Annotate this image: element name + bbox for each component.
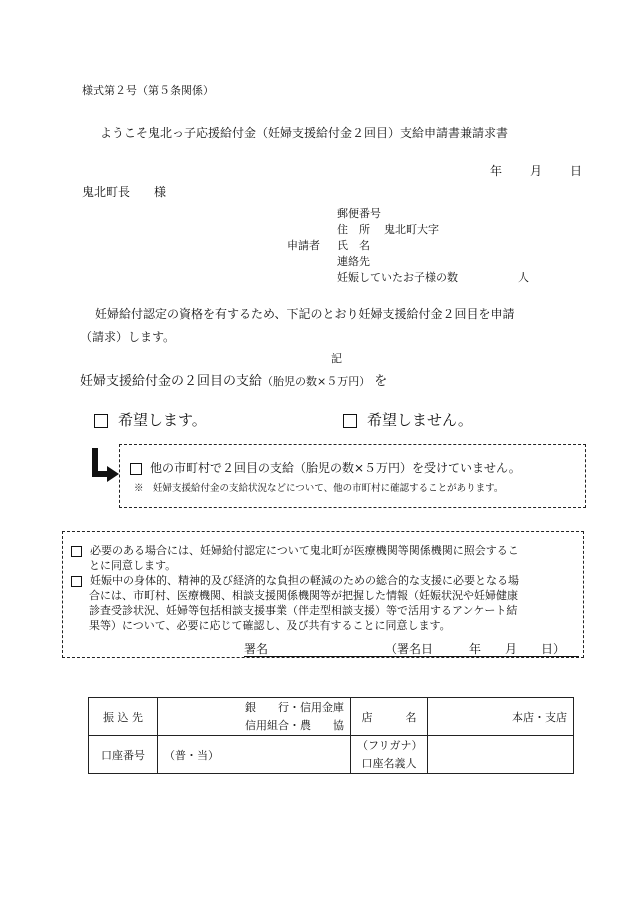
bank-types-line1: 銀 行・信用金庫: [245, 700, 344, 714]
date-month-label: 月: [530, 164, 543, 178]
holder-name-field[interactable]: [428, 736, 574, 774]
other-municipality-text: 他の市町村で２回目の支給（胎児の数×５万円）を受けていません。: [150, 461, 521, 475]
holder-label: 口座名義人: [361, 756, 417, 770]
address-value: 鬼北町大字: [384, 223, 439, 236]
signature-date: （署名日 年 月 日）: [385, 642, 566, 656]
branch-name-label: 店 名: [351, 698, 428, 736]
want-checkbox[interactable]: [94, 414, 108, 428]
not-want-checkbox[interactable]: [343, 414, 357, 428]
furigana-label: （フリガナ）: [357, 738, 423, 752]
ki-heading: 記: [331, 352, 342, 365]
consent1-checkbox[interactable]: [71, 546, 82, 557]
choice-not-want-label: 希望しません。: [367, 411, 473, 429]
consent2-line4: 果等）について、必要に応じて確認し、及び共有することに同意します。: [89, 619, 451, 632]
date-day-label: 日: [570, 164, 583, 178]
addressee: 鬼北町長 様: [82, 185, 167, 199]
date-year-label: 年: [490, 164, 503, 178]
body-text-line2: （請求）します。: [80, 330, 176, 344]
other-municipality-item[interactable]: [130, 459, 521, 476]
choice-want[interactable]: [94, 409, 207, 430]
account-number-label: 口座番号: [89, 736, 158, 774]
bank-row-1: [89, 698, 574, 736]
choice-not-want[interactable]: [343, 409, 473, 430]
arrow-down-right-icon: [89, 446, 121, 486]
other-municipality-box: [119, 444, 586, 508]
consent2-line1: 妊娠中の身体的、精神的及び経済的な負担の軽減のための総合的な支援に必要となる場: [90, 574, 519, 587]
consent1-item[interactable]: [71, 542, 519, 558]
payment-heading-text: 妊婦支援給付金の２回目の支給: [80, 374, 263, 389]
consent1-line2: とに同意します。: [89, 559, 177, 572]
consent2-item[interactable]: [71, 572, 519, 588]
consent1-line1: 必要のある場合には、妊婦給付認定について鬼北町が医療機関等関係機関に照会するこ: [90, 544, 519, 557]
bank-types-cell[interactable]: [158, 698, 351, 736]
page-title: ようこそ鬼北っ子応援給付金（妊婦支援給付金２回目）支給申請書兼請求書: [100, 126, 509, 140]
postal-code-label: 郵便番号: [337, 207, 381, 220]
body-text-line1: 妊婦給付認定の資格を有するため、下記のとおり妊婦支援給付金２回目を申請: [95, 307, 515, 321]
signature-line[interactable]: [244, 640, 579, 657]
bank-types-line2: 信用組合・農 協: [245, 718, 344, 732]
transfer-label: 振 込 先: [89, 698, 158, 736]
other-municipality-note: ※ 妊婦支援給付金の支給状況などについて、他の市町村に確認することがあります。: [134, 483, 504, 494]
children-count-unit: 人: [518, 271, 529, 284]
children-count-label: 妊娠していたお子様の数: [337, 271, 458, 284]
payment-wo: を: [374, 374, 388, 389]
holder-label-cell: [351, 736, 428, 774]
payment-note: （胎児の数×５万円）: [262, 375, 371, 388]
choice-want-label: 希望します。: [118, 411, 207, 429]
consent2-line2: 合には、市町村、医療機関、相談支援関係機関等が把握した情報（妊娠状況や妊婦健康: [89, 589, 518, 602]
other-municipality-checkbox[interactable]: [130, 463, 142, 475]
payment-heading: [80, 370, 387, 389]
signature-label: 署名: [244, 642, 269, 656]
address-label: 住 所: [337, 223, 370, 236]
applicant-label: 申請者: [287, 239, 320, 252]
contact-label: 連絡先: [337, 255, 370, 268]
consent2-checkbox[interactable]: [71, 576, 82, 587]
bank-account-table: [88, 697, 574, 774]
name-label: 氏 名: [337, 239, 370, 252]
form-number: 様式第２号（第５条関係）: [82, 84, 214, 97]
consent2-line3: 診査受診状況、妊婦等包括相談支援事業（伴走型相談支援）等で活用するアンケート結: [89, 604, 518, 617]
account-type[interactable]: （普・当）: [158, 736, 351, 774]
branch-types[interactable]: 本店・支店: [428, 698, 574, 736]
bank-row-2: [89, 736, 574, 774]
